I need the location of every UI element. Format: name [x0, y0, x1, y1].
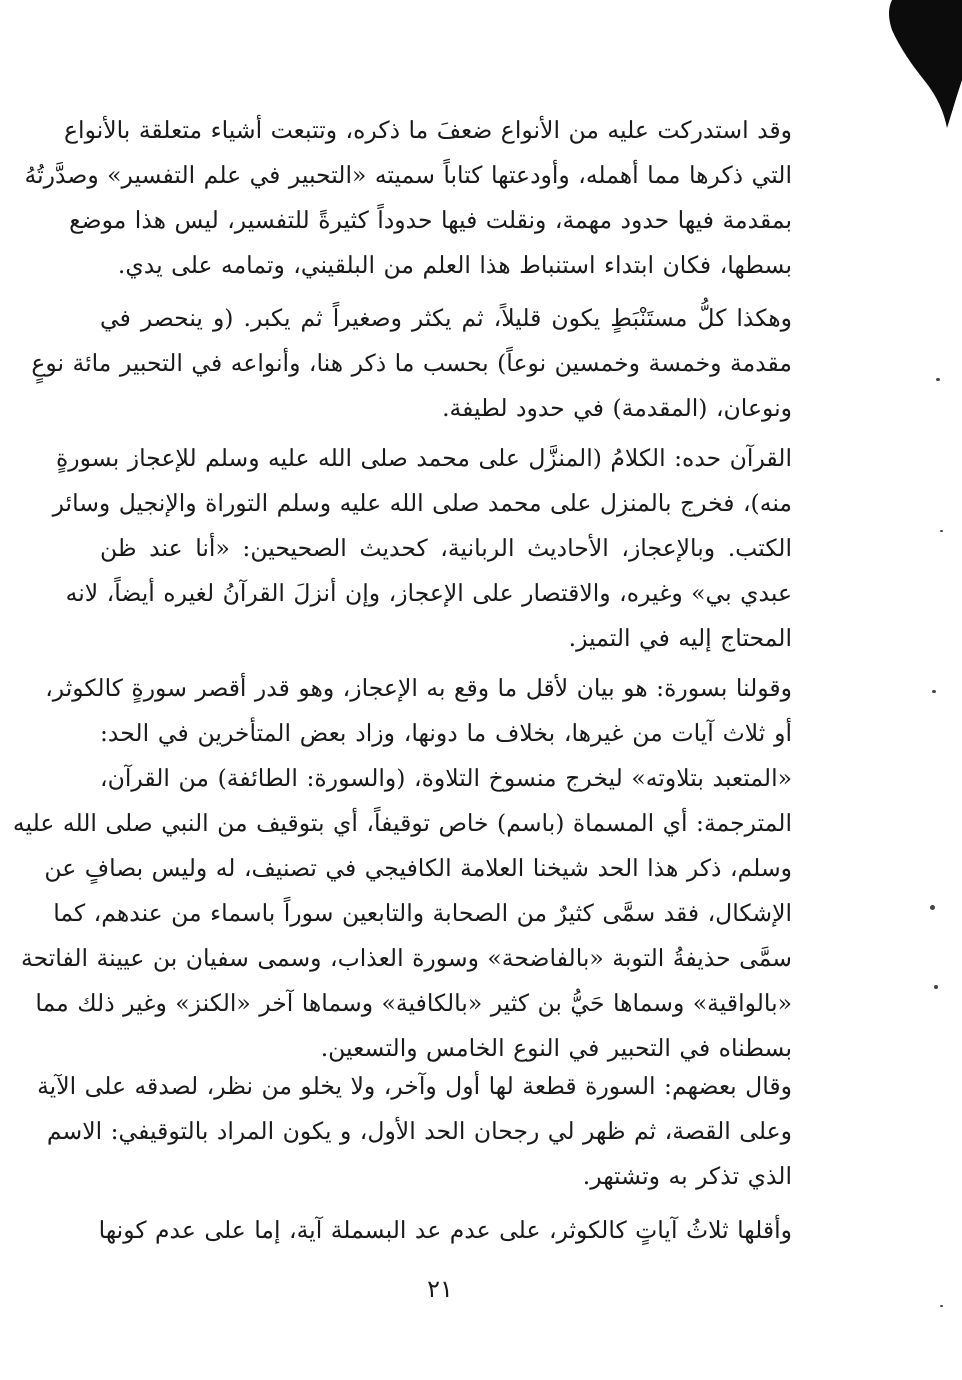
paragraph-text: [12, 666, 792, 1071]
text-line: أو ثلاث آيات من غيرها، بخلاف ما دونها، وزاد بعض المتأخرين في الحد:: [100, 719, 792, 747]
text-line: وقولنا بسورة: هو بيان لأقل ما وقع به الإعجاز، وهو قدر أقصر سورةٍ كالكوثر،: [45, 674, 792, 702]
text-line: سمَّى حذيفةُ التوبة «بالفاضحة» وسورة العذاب، وسمى سفيان بن عيينة الفاتحة: [20, 944, 792, 972]
text-line: «بالواقية» وسماها حَيُّ بن كثير «بالكافية» وسماها آخر «الكنز» وغير ذلك مما: [35, 989, 792, 1017]
corner-ink-stain: [852, 0, 962, 140]
text-line: عبدي بي» وغيره، والاقتصار على الإعجاز، وإن أنزلَ القرآنُ لغيره أيضاً، لانه: [65, 579, 792, 607]
text-line: القرآن حده: الكلامُ (المنزَّل على محمد صلى الله عليه وسلم للإعجاز بسورةٍ: [55, 444, 792, 472]
paragraph-text: [100, 1208, 792, 1253]
text-line: بسطها، فكان ابتداء استنباط هذا العلم من البلقيني، وتمامه على يدي.: [117, 251, 792, 279]
paragraph-text: [52, 436, 792, 661]
text-line: وأقلها ثلاثُ آياتٍ كالكوثر، على عدم عد البسملة آية، إما على عدم كونها: [98, 1216, 792, 1244]
text-line: ونوعان، (المقدمة) في حدود لطيفة.: [442, 394, 792, 422]
text-line: وسلم، ذكر هذا الحد شيخنا العلامة الكافيجي في تصنيف، له وليس بصافٍ عن: [44, 854, 792, 882]
text-line: مقدمة وخمسة وخمسين نوعاً) بحسب ما ذكر هنا، وأنواعه في التحبير مائة نوعٍ: [31, 349, 792, 377]
paragraph-text: [31, 296, 792, 431]
scan-speck: [930, 905, 935, 910]
text-line: وقال بعضهم: السورة قطعة لها أول وآخر، ولا يخلو من نظر، لصدقه على الآية: [37, 1072, 792, 1100]
scan-speck: [940, 530, 943, 532]
paragraph: [12, 666, 792, 1071]
text-line: «المتعبد بتلاوته» ليخرج منسوخ التلاوة، (والسورة: الطائفة) من القرآن،: [100, 764, 792, 792]
scan-speck: [936, 378, 940, 381]
scan-speck: [932, 690, 936, 693]
paragraph: [52, 436, 792, 661]
text-line: المترجمة: أي المسماة (باسم) خاص توقيفاً، أي بتوقيف من النبي صلى الله عليه: [12, 809, 792, 837]
text-line: الكتب. وبالإعجاز، الأحاديث الربانية، كحديث الصحيحين: «أنا عند ظن: [100, 534, 792, 562]
paragraph-text: [24, 108, 792, 288]
paragraph-text: [37, 1064, 792, 1199]
paragraph: [24, 108, 792, 288]
paragraph: [31, 296, 792, 431]
text-line: وهكذا كلُّ مستَنْبَطٍ يكون قليلاً، ثم يكثر وصغيراً ثم يكبر. (و ينحصر في: [100, 304, 792, 332]
text-line: الذي تذكر به وتشتهر.: [582, 1162, 792, 1190]
text-line: التي ذكرها مما أهمله، وأودعتها كتاباً سميته «التحبير في علم التفسير» وصدَّرتُهُ: [24, 161, 792, 189]
text-line: المحتاج إليه في التميز.: [568, 624, 792, 652]
text-line: الإشكال، فقد سمَّى كثيرٌ من الصحابة والتابعين سوراً باسماء من عندهم، كما: [53, 899, 792, 927]
paragraph: [100, 1208, 792, 1253]
scan-speck: [934, 985, 938, 989]
text-line: وعلى القصة، ثم ظهر لي رجحان الحد الأول، و يكون المراد بالتوقيفي: الاسم: [46, 1117, 792, 1145]
paragraph: [37, 1064, 792, 1199]
text-line: بمقدمة فيها حدود مهمة، ونقلت فيها حدوداً كثيرةً للتفسير، ليس هذا موضع: [69, 206, 792, 234]
scan-speck: [940, 1305, 943, 1307]
page-number: ٢١: [427, 1275, 453, 1303]
text-line: وقد استدركت عليه من الأنواع ضعفَ ما ذكره، وتتبعت أشياء متعلقة بالأنواع: [64, 116, 792, 144]
text-line: منه)، فخرج بالمنزل على محمد صلى الله عليه وسلم التوراة والإنجيل وسائر: [52, 489, 792, 517]
text-line: بسطناه في التحبير في النوع الخامس والتسعين.: [320, 1034, 792, 1062]
